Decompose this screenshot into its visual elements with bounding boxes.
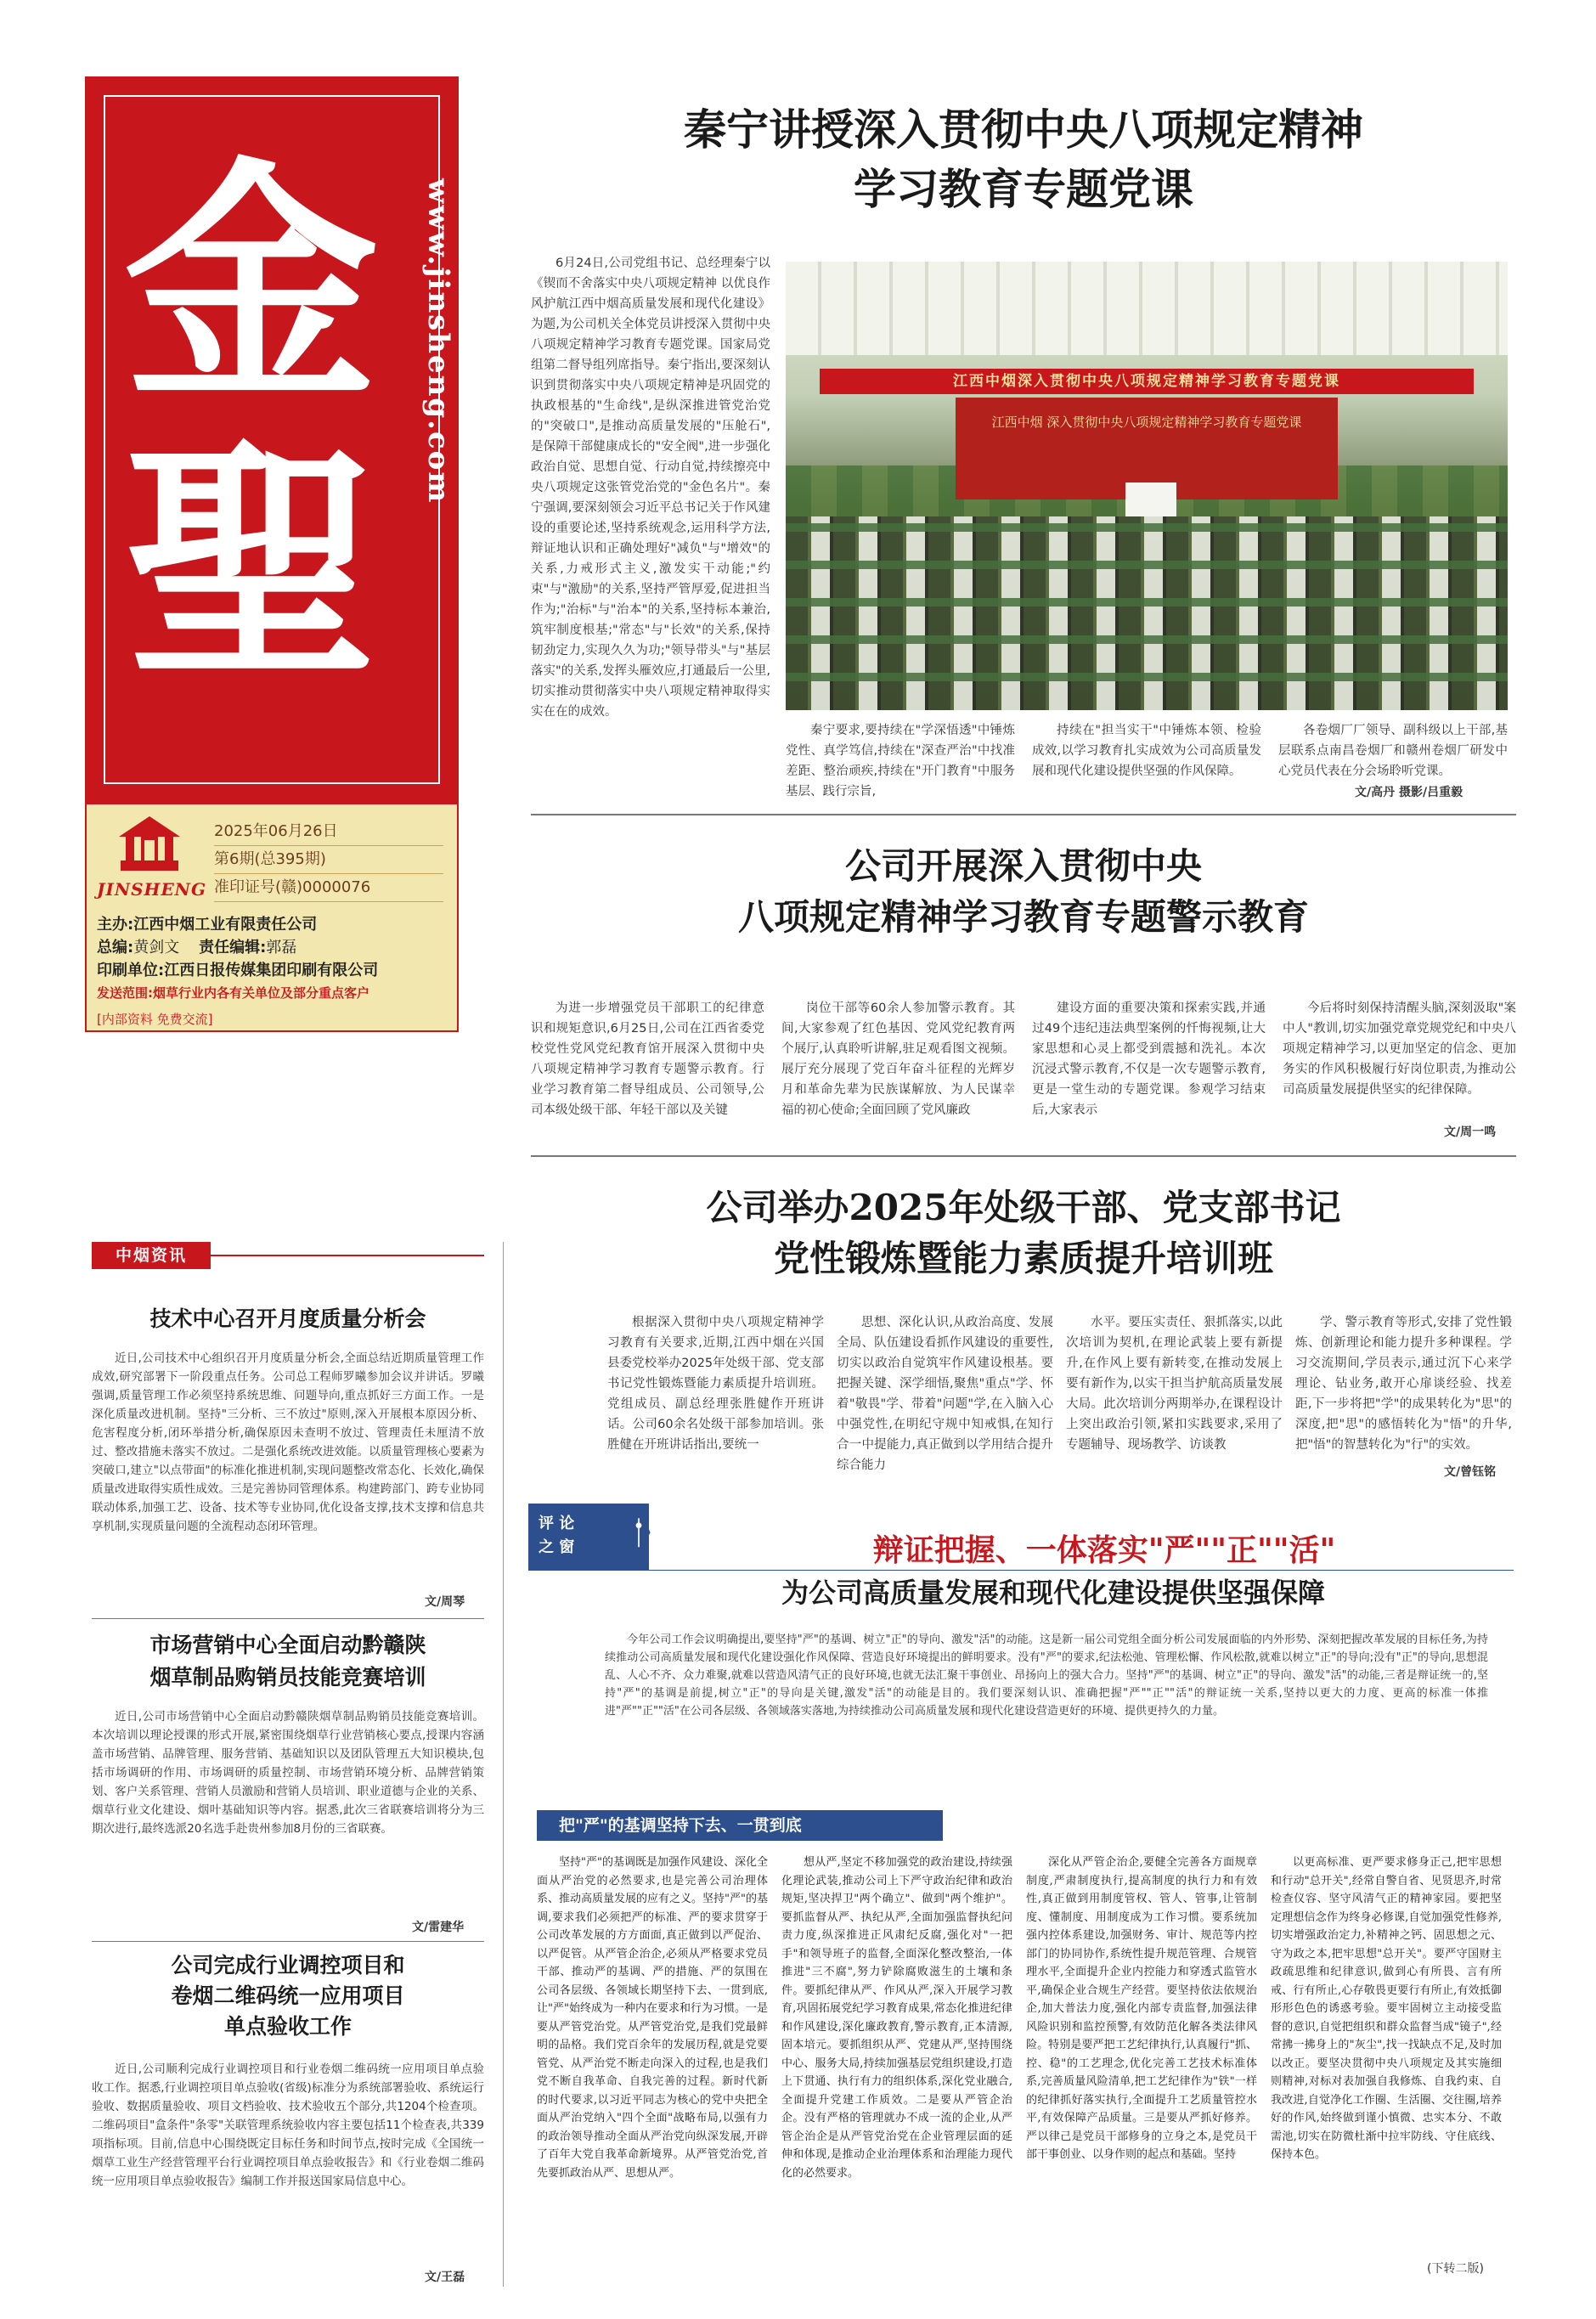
article1-column-4: 各卷烟厂厂领导、副科级以上干部,基层联系点南昌卷烟厂和赣州卷烟厂研发中心党员代表在分会场聆听党课。	[1278, 724, 1508, 778]
article1-title-line1: 秦宁讲授深入贯彻中央八项规定精神	[684, 104, 1363, 155]
news-divider-2	[92, 1941, 484, 1942]
news1-body: 近日,公司技术中心组织召开月度质量分析会,全面总结近期质量管理工作成效,研究部署下一阶段重点任务。公司总工程师罗曦参加会议并讲话。罗曦强调,质量管理工作必须坚持系统思维、问题导向,重点抓好三方面工作。一是深化质量改进机制。坚持"三分析、三不放过"原则,深入开展根本原因分析、危害程度分析,闭环举措分析,确保原因未查明不放过、管理责任未厘清不放过、整改措施未落实不放过。二是强化系统改进效能。以质量管理核心要素为突破口,建立"以点带面"的标准化推进机制,实现问题整改常态化、长效化,确保质量改进取得实质性成效。三是完善协同管理体系。构建跨部门、跨专业协同联动体系,加强工艺、设备、技术等专业协同,优化设备支撑,技术支撑和信息共享机制,实现质量问题的全流程动态闭环管理。	[92, 1351, 484, 1533]
photo-lectern	[1125, 482, 1176, 516]
commentary-column-2: 想从严,坚定不移加强党的政治建设,持续强化理论武装,推动公司上下严守政治纪律和政治规矩,坚决捍卫"两个确立"、做到"两个维护"。要抓监督从严、执纪从严,全面加强监督执纪问责力度,纵深推进正风肃纪反腐,强化对"一把手"和领导班子的监督,全面深化整改整治,一体推进"三不腐",努力铲除腐败滋生的土壤和条件。要抓纪律从严、作风从严,深入开展学习教育,巩固拓展党纪学习教育成果,常态化推进纪律和作风建设,深化廉政教育,警示教育,正本清源,固本培元。要抓组织从严、党建从严,坚持围绕中心、服务大局,持续加强基层党组织建设,打造上下贯通、执行有力的组织体系,深化党业融合,全面提升党建工作质效。二是要从严管企治企。没有严格的管理就办不成一流的企业,从严管企治企是从严管党治党在企业管理层面的延伸和体现,是推动企业治理体系和治理能力现代化的必然要求。	[781, 1856, 1012, 2180]
masthead-credits	[97, 913, 450, 1031]
article1-byline: 文/高丹 摄影/吕重毅	[1355, 786, 1463, 799]
continued-note: (下转二版)	[1427, 2262, 1484, 2276]
printer-label: 印刷单位:	[97, 962, 165, 979]
article3-column-4: 学、警示教育等形式,安排了党性锻炼、创新理论和能力提升多种课程。学习交流期间,学员表示,通过沉下心来学理论、钻业务,敢开心扉谈经验、找差距,下一步将把"学"的成果转化为"思"的深度,把"思"的感悟转化为"悟"的升华,把"悟"的智慧转化为"行"的实效。	[1295, 1316, 1512, 1452]
article2-headline	[531, 841, 1516, 943]
news3-title-line1: 公司完成行业调控项目和	[171, 1953, 405, 1978]
news3-byline: 文/王磊	[425, 2271, 465, 2284]
masthead-logo-calligraphy: 金聖	[124, 134, 379, 714]
masthead-banner	[85, 76, 459, 803]
news2-byline: 文/雷建华	[412, 1921, 465, 1934]
commentary-column-3: 深化从严管企治企,要健全完善各方面规章制度,严肃制度执行,提高制度的执行力和有效性,真正做到用制度管权、管人、管事,让管制度、懂制度、用制度成为工作习惯。要系统加强内控体系建设,加强财务、审计、规范等内控部门的协同协作,系统性提升规范管理、合规管理水平,全面提升企业内控能力和穿透式监管水平,确保企业合规生产经营。要坚持依法依规治企,加大普法力度,强化内部专责监督,加强法律风险识别和监控预警,有效防范化解各类法律风险。特别是要严把工艺纪律执行,认真履行"抓、控、稳"的工艺理念,优化完善工艺技术标准体系,完善质量风险清单,把工艺纪律作为"铁"一样的纪律抓好落实执行,全面提升工艺质量管控水平,有效保障产品质量。三是要从严抓好修养。严以律己是党员干部修身的立身之本,是党员干部干事创业、以身作则的起点和基础。坚持	[1026, 1856, 1257, 2161]
commentary-subhead: 把"严"的基调坚持下去、一贯到底	[537, 1810, 943, 1841]
article3-column-3: 水平。要压实责任、狠抓落实,以此次培训为契机,在理论武装上要有新提升,在作风上要有新转变,在推动发展上要有新作为,以实干担当护航高质量发展大局。此次培训分两期举办,在课程设计上突出政治引领,紧扣实践要求,采用了专题辅导、现场教学、访谈教	[1066, 1316, 1283, 1452]
commentary-tag-line2: 之 窗	[539, 1538, 575, 1556]
brand-logo	[97, 815, 207, 908]
commentary-column-4: 以更高标准、更严要求修身正己,把牢思想和行动"总开关",经常自警自省、见贤思齐,时常检查仪容、坚守风清气正的精神家园。要把坚定理想信念作为终身必修课,自觉加强党性修养,切实增强政治定力,补精神之钙、固思想之元、守为政之本,把牢思想"总开关"。要严守国财主政疏思维和纪律意识,做到心有所畏、言有所戒、行有所止,心存敬畏更要行有所止,有效抵御形形色色的诱惑考验。要牢固树立主动接受监督的意识,自觉把组织和群众监督当成"镜子",经常拂一拂身上的"灰尘",找一找缺点不足,及时加以改正。要坚决贯彻中央八项规定及其实施细则精神,对标对表加强自我修炼、自我约束、自我改进,自觉净化工作圈、生活圈、交往圈,培养好的作风,始终做到谨小慎微、忠实本分、不敢需池,切实在防微杜渐中拉牢防线、守住底线、保持本色。	[1271, 1856, 1502, 2161]
article2-column-2: 岗位干部等60余人参加警示教育。其间,大家参观了红色基因、党风党纪教育两个展厅,认真聆听讲解,驻足观看图文视频。展厅充分展现了党百年奋斗征程的光辉岁月和革命先辈为民族谋解放、为人民谋幸福的初心使命;全面回顾了党风廉政	[781, 1002, 1015, 1117]
article2-title-line2: 八项规定精神学习教育专题警示教育	[737, 896, 1309, 938]
sponsor-label: 主办:	[97, 916, 134, 934]
article2-byline: 文/周一鸣	[1444, 1126, 1497, 1139]
article1-column-3: 持续在"担当实干"中锤炼本领、检验成效,以学习教育扎实成效为公司高质量发展和现代化建设提供坚强的作风保障。	[1032, 724, 1261, 778]
editor-name: 黄剑文	[133, 939, 180, 956]
article2-column-4: 今后将时刻保持清醒头脑,深刻汲取"案中人"教训,切实加强党章党规党纪和中央八项规定精神学习,以更加坚定的信念、更加务实的作风积极履行好岗位职责,为推动公司高质量发展提供坚实的纪律保障。	[1283, 1002, 1516, 1097]
news-section-rule	[211, 1255, 484, 1256]
news3-title	[92, 1950, 484, 2042]
divider-2	[531, 1155, 1516, 1157]
printer-name: 江西日报传媒集团印刷有限公司	[164, 962, 379, 979]
article3-title-line2: 党性锻炼暨能力素质提升培训班	[773, 1238, 1273, 1279]
news-divider-vertical	[503, 1242, 504, 2287]
article3-byline: 文/曾钰铭	[1444, 1465, 1497, 1479]
article3-headline	[531, 1182, 1516, 1284]
gate-emblem-icon	[116, 815, 183, 876]
photo-ceiling	[786, 262, 1508, 355]
masthead-info-panel	[85, 803, 459, 1032]
news3-title-line2: 卷烟二维码统一应用项目	[171, 1983, 405, 2008]
issue-number: 第6期(总395期)	[214, 846, 443, 874]
commentary-intro: 今年公司工作会议明确提出,要坚持"严"的基调、树立"正"的导向、激发"活"的动能。这是新一届公司党组全面分析公司发展面临的内外形势、深刻把握改革发展的目标任务,为持续推动公司高质量发展和现代化建设强化作风保障、营造良好环境提出的鲜明要求。没有"严"的要求,纪法松弛、管理松懈、作风松散,就难以树立"正"的导向;没有"正"的导向,思想混乱、人心不齐、众力难聚,就难以营造风清气正的良好环境,也就无法汇聚干事创业、昂扬向上的强大合力。坚持"严"的基调、树立"正"的导向、激发"活"的动能,三者是辩证统一的,坚持"严"的基调是前提,树立"正"的导向是关键,激发"活"的动能是目的。我们要深刻认识、准确把握"严""正""活"的辩证统一关系,坚持以更大的力度、更高的标准一体推进"严""正""活"在公司各层级、各领域落实落地,为持续推动公司高质量发展和现代化建设营造更好的环境、提供更持久的力量。	[605, 1633, 1488, 1718]
print-permit: 准印证号(赣)0000076	[214, 874, 443, 902]
commentary-headline	[595, 1529, 1512, 1614]
article1-headline	[531, 100, 1516, 219]
article1-column-1: 6月24日,公司党组书记、总经理秦宁以《锲而不舍落实中央八项规定精神 以优良作风护航江西中烟高质量发展和现代化建设》为题,为公司机关全体党员讲授深入贯彻中央八项规定精神学习教育专题党课。国家局党组第二督导组列席指导。秦宁指出,要深刻认识到贯彻落实中央八项规定精神是巩固党的执政根基的"生命线",是纵深推进管党治党的"突破口",是推动高质量发展的"压舱石",是保障干部健康成长的"安全阀",进一步强化政治自觉、思想自觉、行动自觉,持续擦亮中央八项规定这张管党治党的"金色名片"。秦宁强调,要深刻领会习近平总书记关于作风建设的重要论述,坚持系统观念,运用科学方法,辩证地认识和正确处理好"减负"与"增效"的关系,力戒形式主义,激发实干动能;"约束"与"激励"的关系,坚持严管厚爱,促进担当作为;"治标"与"治本"的关系,坚持标本兼治,筑牢制度根基;"常态"与"长效"的关系,保持韧劲定力,实现久久为功;"领导带头"与"基层落实"的关系,发挥头雁效应,打通最后一公里,切实推动贯彻落实中央八项规定精神取得实实在在的成效。	[531, 257, 770, 719]
commentary-title-line1: 辩证把握、一体落实"严""正""活"	[872, 1532, 1336, 1568]
article3-column-2: 思想、深化认识,从政治高度、发展全局、队伍建设看抓作风建设的重要性,切实以政治自觉筑牢作风建设根基。要把握关键、深学细悟,聚焦"重点"学、怀着"敬畏"学、带着"问题"学,在入脑入心中强党性,在明纪守规中知戒惧,在知行合一中提能力,真正做到以学用结合提升综合能力	[837, 1316, 1053, 1472]
article3-title-line1: 公司举办2025年处级干部、党支部书记	[706, 1187, 1341, 1228]
photo-desks	[786, 516, 1508, 710]
article1-column-2: 秦宁要求,要持续在"学深悟透"中锤炼党性、真学笃信,持续在"深查严治"中找准差距、整治顽疾,持续在"开门教育"中服务基层、践行宗旨,	[786, 724, 1015, 798]
duty-editor-name: 郭磊	[266, 939, 297, 956]
news2-title	[92, 1629, 484, 1694]
news3-body: 近日,公司顺利完成行业调控项目和行业卷烟二维码统一应用项目单点验收工作。据悉,行业调控项目单点验收(省级)标准分为系统部署验收、系统运行验收、数据质量验收、项目文档验收、技术验收五个部分,共1204个检查项。二维码项目"盒条件"条零"关联管理系统验收内容主要包括11个检查表,共339项指标项。目前,信息中心围绕既定目标任务和时间节点,按时完成《全国统一烟草工业生产经营管理平台行业调控项目单点验收报告》和《行业卷烟二维码统一应用项目单点验收报告》编制工作并报送国家局信息中心。	[92, 2062, 484, 2188]
photo-banner-text: 江西中烟深入贯彻中央八项规定精神学习教育专题党课	[820, 369, 1474, 394]
news-section-tag: 中烟资讯	[92, 1242, 211, 1269]
internal-material-tag: [内部资料 免费交流]	[97, 1012, 213, 1027]
news1-byline: 文/周琴	[425, 1595, 465, 1609]
news1-title: 技术中心召开月度质量分析会	[149, 1306, 426, 1331]
sponsor-name: 江西中烟工业有限责任公司	[133, 916, 318, 934]
news2-body: 近日,公司市场营销中心全面启动黔赣陕烟草制品购销员技能竞赛培训。本次培训以理论授课的形式开展,紧密围绕烟草行业营销核心要点,授课内容涵盖市场营销、品牌管理、服务营销、基础知识以及团队管理五大知识模块,包括市场调研的作用、市场调研的质量控制、市场营销环境分析、品牌营销策划、客户关系管理、营销人员激励和营销人员培训、职业道德与企业的关系、烟草行业文化建设、烟叶基础知识等内容。据悉,此次三省联赛培训将分为三期次进行,最终选派20名选手赴贵州参加8月份的三省联赛。	[92, 1710, 484, 1836]
article2-column-1: 为进一步增强党员干部职工的纪律意识和规矩意识,6月25日,公司在江西省委党校党性党风党纪教育馆开展深入贯彻中央八项规定精神学习教育专题警示教育。行业学习教育第二督导组成员、公司领导,公司本级处级干部、年轻干部以及关键	[531, 1002, 764, 1117]
issue-date: 2025年06月26日	[214, 818, 443, 846]
masthead-url: www.jinsheng.com	[421, 178, 455, 505]
article1-title-line2: 学习教育专题党课	[854, 164, 1193, 214]
divider-1	[531, 814, 1516, 815]
article3-column-1: 根据深入贯彻中央八项规定精神学习教育有关要求,近期,江西中烟在兴国县委党校举办2025年处级干部、党支部书记党性锻炼暨能力素质提升培训班。党组成员、副总经理张胜健作开班讲话。公司60余名处级干部参加培训。张胜健在开班讲话指出,要统一	[607, 1316, 824, 1452]
commentary-tag-line1: 评 论	[539, 1515, 575, 1532]
news2-title-line2: 烟草制品购销员技能竞赛培训	[149, 1665, 426, 1690]
photo-screen-text: 江西中烟 深入贯彻中央八项规定精神学习教育专题党课	[956, 398, 1338, 499]
issue-info	[214, 818, 443, 902]
commentary-title-line2: 为公司高质量发展和现代化建设提供坚强保障	[781, 1577, 1325, 1609]
article2-column-3: 建设方面的重要决策和探索实践,并通过49个违纪违法典型案例的忏悔视频,让大家思想和心灵上都受到震撼和洗礼。本次沉浸式警示教育,不仅是一次专题警示教育,更是一堂生动的专题党课。参观学习结束后,大家表示	[1032, 1002, 1266, 1117]
news-divider-1	[92, 1618, 484, 1619]
news2-title-line1: 市场营销中心全面启动黔赣陕	[149, 1633, 426, 1657]
news3-title-line3: 单点验收工作	[223, 2014, 352, 2039]
duty-editor-label: 责任编辑:	[199, 939, 267, 956]
brand-logo-wordmark: JINSHENG	[97, 879, 207, 900]
distribution-scope: 发送范围:烟草行业内各有关单位及部分重点客户	[97, 985, 370, 1001]
commentary-column-1: 坚持"严"的基调既是加强作风建设、深化全面从严治党的必然要求,也是完善公司治理体系、推动高质量发展的应有之义。坚持"严"的基调,要求我们必须把严的标准、严的要求贯穿于公司改革发展的方方面面,真正做到以严促治、以严促管。从严管企治企,必须从严格要求党员干部、推动严的基调、严的措施、严的氛围在公司各层级、各领域长期坚持下去、一贯到底,让"严"始终成为一种内在要求和行为习惯。一是要从严管党治党。从严管党治党,是我们党最鲜明的品格。我们党百余年的发展历程,就是党要管党、从严治党不断走向深入的过程,也是我们党不断自我革命、自我完善的过程。新时代新的时代要求,以习近平同志为核心的党中央把全面从严治党纳入"四个全面"战略布局,以强有力的政治领导推动全面从严治党向纵深发展,开辟了百年大党自我革命新境界。从严管党治党,首先要抓政治从严、思想从严。	[537, 1856, 768, 2180]
article1-photo	[786, 262, 1508, 710]
article2-title-line1: 公司开展深入贯彻中央	[844, 845, 1202, 887]
editor-label: 总编:	[97, 939, 134, 956]
